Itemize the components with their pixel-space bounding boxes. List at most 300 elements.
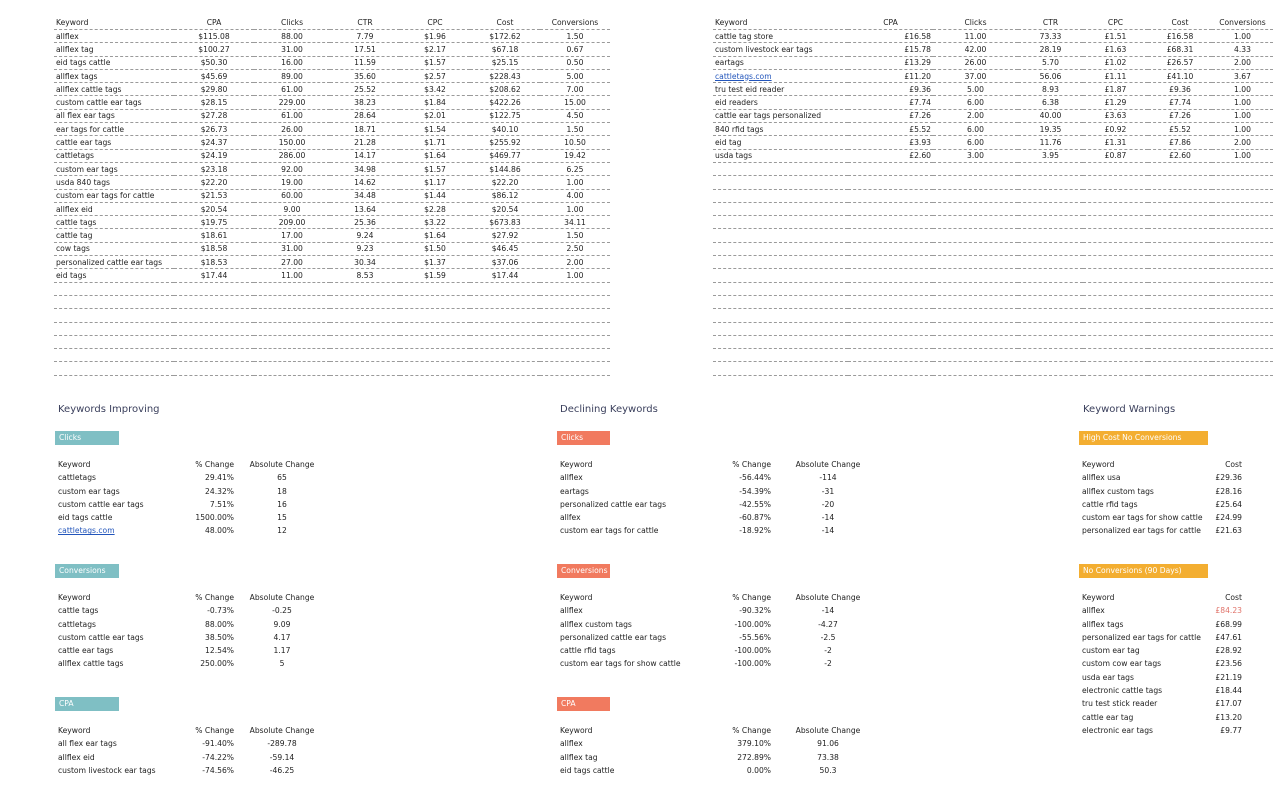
keyword-cell: allflex eid <box>58 752 95 762</box>
value-cell: £5.52 <box>1148 123 1212 136</box>
table-row <box>713 216 1273 229</box>
value-cell: 14.17 <box>330 149 400 162</box>
keyword-cell: cattle ear tags personalized <box>713 109 848 122</box>
value-cell: -0.73% <box>207 606 234 616</box>
keyword-cell <box>54 295 174 308</box>
list-item <box>58 498 358 511</box>
value-cell <box>470 362 540 375</box>
value-cell: £3.93 <box>848 136 933 149</box>
keyword-cell <box>713 229 848 242</box>
value-cell <box>1212 282 1273 295</box>
value-cell: 92.00 <box>254 162 330 175</box>
keyword-cell: cattletags <box>58 473 96 483</box>
value-cell <box>470 335 540 348</box>
value-cell: £9.36 <box>1148 83 1212 96</box>
list-item <box>1082 671 1242 684</box>
value-cell: $228.43 <box>470 69 540 82</box>
keyword-cell <box>713 322 848 335</box>
value-cell: $24.37 <box>174 136 254 149</box>
value-cell: 3.67 <box>1212 69 1273 82</box>
keyword-cell <box>713 269 848 282</box>
value-cell: 42.00 <box>933 43 1018 56</box>
list-item <box>1082 631 1242 644</box>
value-cell: £0.87 <box>1083 149 1148 162</box>
keyword-cell: custom ear tags for cattle <box>54 189 174 202</box>
list-item <box>560 657 880 670</box>
list-item <box>560 631 880 644</box>
column-header: CPA <box>174 16 254 30</box>
list-item <box>58 657 358 670</box>
value-cell: $3.22 <box>400 216 470 229</box>
value-cell: 34.11 <box>540 216 610 229</box>
column-header: CTR <box>330 16 400 30</box>
value-cell: 30.34 <box>330 256 400 269</box>
value-cell: 61.00 <box>254 83 330 96</box>
value-cell: $469.77 <box>470 149 540 162</box>
value-cell: 3.00 <box>933 149 1018 162</box>
value-cell: 272.89% <box>737 752 771 762</box>
value-cell <box>1083 295 1148 308</box>
value-cell: £47.61 <box>1215 632 1242 642</box>
value-cell: £1.02 <box>1083 56 1148 69</box>
value-cell <box>174 309 254 322</box>
keyword-cell: custom ear tags <box>54 162 174 175</box>
keyword-cell: eid tag <box>713 136 848 149</box>
value-cell <box>400 349 470 362</box>
value-cell <box>933 162 1018 175</box>
list-item <box>560 737 880 750</box>
value-cell: $1.84 <box>400 96 470 109</box>
value-cell <box>470 349 540 362</box>
value-cell: $29.80 <box>174 83 254 96</box>
value-cell: £1.31 <box>1083 136 1148 149</box>
value-cell <box>1083 282 1148 295</box>
value-cell: 11.00 <box>933 30 1018 43</box>
table-row <box>713 162 1273 175</box>
value-cell: $18.61 <box>174 229 254 242</box>
column-header: Absolute Change <box>249 460 315 469</box>
value-cell <box>330 295 400 308</box>
value-cell: $422.26 <box>470 96 540 109</box>
value-cell <box>848 349 933 362</box>
keyword-cell: allflex <box>54 30 174 43</box>
value-cell <box>1148 176 1212 189</box>
value-cell <box>1148 309 1212 322</box>
value-cell: 379.10% <box>737 739 771 749</box>
mini-header-row <box>58 724 358 737</box>
value-cell <box>933 256 1018 269</box>
value-cell <box>1148 229 1212 242</box>
keyword-cell: custom cattle ear tags <box>58 632 144 642</box>
value-cell: $22.20 <box>470 176 540 189</box>
value-cell: 18.71 <box>330 123 400 136</box>
value-cell: 19.35 <box>1018 123 1083 136</box>
value-cell <box>1212 335 1273 348</box>
list-item <box>560 644 880 657</box>
keyword-cell: custom cattle ear tags <box>54 96 174 109</box>
value-cell <box>174 335 254 348</box>
value-cell <box>400 309 470 322</box>
value-cell <box>1018 162 1083 175</box>
value-cell: 1.00 <box>1212 30 1273 43</box>
value-cell: £16.58 <box>848 30 933 43</box>
value-cell: 29.41% <box>205 473 234 483</box>
keyword-cell: personalized cattle ear tags <box>54 256 174 269</box>
table-row <box>54 83 610 96</box>
column-header: Keyword <box>58 726 91 735</box>
value-cell: 88.00 <box>254 30 330 43</box>
value-cell <box>1083 176 1148 189</box>
value-cell: $1.17 <box>400 176 470 189</box>
value-cell: 27.00 <box>254 256 330 269</box>
list-item <box>1082 618 1242 631</box>
value-cell <box>1212 349 1273 362</box>
table-row <box>713 176 1273 189</box>
declining-clicks-badge: Clicks <box>557 431 610 445</box>
value-cell <box>933 295 1018 308</box>
declining-conversions-badge: Conversions <box>557 564 610 578</box>
value-cell <box>174 282 254 295</box>
value-cell <box>1083 242 1148 255</box>
value-cell: 4.50 <box>540 109 610 122</box>
value-cell: $144.86 <box>470 162 540 175</box>
improving-clicks-badge: Clicks <box>55 431 119 445</box>
keyword-cell: custom ear tag <box>1082 646 1140 656</box>
keyword-cell <box>713 309 848 322</box>
value-cell: 1.50 <box>540 229 610 242</box>
keyword-cell: custom livestock ear tags <box>713 43 848 56</box>
value-cell: $24.19 <box>174 149 254 162</box>
keyword-cell: cattle ear tag <box>1082 712 1134 722</box>
list-item <box>560 485 880 498</box>
value-cell: 61.00 <box>254 109 330 122</box>
value-cell <box>174 295 254 308</box>
column-header: Keyword <box>1082 593 1115 602</box>
value-cell <box>330 362 400 375</box>
value-cell <box>1212 216 1273 229</box>
value-cell: 12.54% <box>205 646 234 656</box>
value-cell: 26.00 <box>254 123 330 136</box>
value-cell <box>933 309 1018 322</box>
column-header: Keyword <box>560 726 593 735</box>
value-cell <box>1148 282 1212 295</box>
value-cell <box>1148 216 1212 229</box>
keyword-cell: personalized cattle ear tags <box>560 632 667 642</box>
list-item <box>1082 485 1242 498</box>
value-cell <box>254 349 330 362</box>
value-cell <box>1018 282 1083 295</box>
value-cell: £2.60 <box>848 149 933 162</box>
table-row <box>713 96 1273 109</box>
value-cell: 21.28 <box>330 136 400 149</box>
table-row <box>54 282 610 295</box>
table-row <box>54 202 610 215</box>
value-cell: 2.00 <box>933 109 1018 122</box>
value-cell: $1.64 <box>400 149 470 162</box>
value-cell: $40.10 <box>470 123 540 136</box>
value-cell: 19.00 <box>254 176 330 189</box>
table-row <box>54 362 610 375</box>
keyword-cell: cattle rfid tags <box>560 646 616 656</box>
value-cell: $23.18 <box>174 162 254 175</box>
value-cell: 38.23 <box>330 96 400 109</box>
table-row <box>54 109 610 122</box>
value-cell: -55.56% <box>739 632 771 642</box>
column-header: Keyword <box>560 460 593 469</box>
list-item <box>58 524 358 537</box>
value-cell <box>470 309 540 322</box>
column-header: Keyword <box>560 593 593 602</box>
keyword-cell: cattle tags <box>58 606 99 616</box>
keyword-cell <box>713 256 848 269</box>
keyword-cell: electronic cattle tags <box>1082 686 1163 696</box>
value-cell: $20.54 <box>174 202 254 215</box>
value-cell <box>1148 189 1212 202</box>
keyword-cell: cattle tags <box>54 216 174 229</box>
value-cell <box>848 335 933 348</box>
table-row <box>713 242 1273 255</box>
value-cell: £17.07 <box>1215 699 1242 709</box>
list-item <box>1082 471 1242 484</box>
column-header: Cost <box>1225 593 1242 602</box>
keyword-cell: all flex ear tags <box>54 109 174 122</box>
value-cell: 25.52 <box>330 83 400 96</box>
no-conversions-badge: No Conversions (90 Days) <box>1079 564 1208 578</box>
value-cell: -46.25 <box>269 765 295 775</box>
keyword-cell: tru test eid reader <box>713 83 848 96</box>
keyword-cell: eid tags cattle <box>58 513 113 523</box>
value-cell <box>1148 202 1212 215</box>
value-cell: 11.59 <box>330 56 400 69</box>
list-item <box>560 471 880 484</box>
mini-header-row <box>1082 591 1242 604</box>
list-item <box>1082 644 1242 657</box>
list-item <box>1082 711 1242 724</box>
value-cell: £15.78 <box>848 43 933 56</box>
value-cell: $46.45 <box>470 242 540 255</box>
table-row <box>54 136 610 149</box>
value-cell <box>848 229 933 242</box>
value-cell: £23.56 <box>1215 659 1242 669</box>
value-cell: 65 <box>277 473 287 483</box>
value-cell <box>330 282 400 295</box>
value-cell: $86.12 <box>470 189 540 202</box>
value-cell: 24.32% <box>205 486 234 496</box>
table-row <box>713 123 1273 136</box>
value-cell: £1.29 <box>1083 96 1148 109</box>
value-cell <box>470 295 540 308</box>
value-cell <box>848 176 933 189</box>
list-item <box>58 644 358 657</box>
value-cell: £3.63 <box>1083 109 1148 122</box>
keyword-cell <box>54 309 174 322</box>
value-cell: -100.00% <box>734 619 771 629</box>
improving-cpa-badge: CPA <box>55 697 119 711</box>
value-cell <box>1212 162 1273 175</box>
value-cell: $22.20 <box>174 176 254 189</box>
value-cell <box>848 309 933 322</box>
value-cell: 37.00 <box>933 69 1018 82</box>
value-cell: $1.57 <box>400 56 470 69</box>
value-cell: -18.92% <box>739 526 771 536</box>
keyword-cell <box>713 362 848 375</box>
keyword-cell: cattletags <box>54 149 174 162</box>
table-row <box>54 56 610 69</box>
value-cell: 0.00% <box>746 765 771 775</box>
value-cell <box>1018 349 1083 362</box>
keyword-cell <box>713 176 848 189</box>
value-cell <box>1212 176 1273 189</box>
value-cell: $21.53 <box>174 189 254 202</box>
value-cell: $1.59 <box>400 269 470 282</box>
table-row <box>713 189 1273 202</box>
keyword-cell <box>54 349 174 362</box>
value-cell: -54.39% <box>739 486 771 496</box>
table-row <box>713 256 1273 269</box>
value-cell: 2.00 <box>1212 56 1273 69</box>
keyword-cell: personalized ear tags for cattle <box>1082 526 1201 536</box>
table-row <box>54 30 610 43</box>
column-header: Keyword <box>58 593 91 602</box>
value-cell: £18.44 <box>1215 686 1242 696</box>
value-cell <box>1148 362 1212 375</box>
value-cell: $27.92 <box>470 229 540 242</box>
value-cell: $18.53 <box>174 256 254 269</box>
keyword-cell: allflex cattle tags <box>54 83 174 96</box>
value-cell: -56.44% <box>739 473 771 483</box>
keyword-cell: eid tags cattle <box>560 765 615 775</box>
value-cell <box>470 322 540 335</box>
keyword-cell: electronic ear tags <box>1082 725 1153 735</box>
value-cell: 6.25 <box>540 162 610 175</box>
value-cell: 1.00 <box>540 176 610 189</box>
value-cell: £1.87 <box>1083 83 1148 96</box>
value-cell: 38.50% <box>205 632 234 642</box>
value-cell: 209.00 <box>254 216 330 229</box>
value-cell: $2.17 <box>400 43 470 56</box>
keyword-cell: ear tags for cattle <box>54 123 174 136</box>
value-cell: 34.98 <box>330 162 400 175</box>
declining-cpa-table <box>560 724 880 777</box>
keyword-cell: 840 rfid tags <box>713 123 848 136</box>
value-cell <box>1148 256 1212 269</box>
value-cell: 8.53 <box>330 269 400 282</box>
keyword-cell: custom cattle ear tags <box>58 499 144 509</box>
list-item <box>1082 697 1242 710</box>
keyword-cell: cattle ear tags <box>58 646 114 656</box>
value-cell: 2.00 <box>540 256 610 269</box>
value-cell <box>848 256 933 269</box>
keyword-cell: custom ear tags for cattle <box>560 526 659 536</box>
value-cell: $2.01 <box>400 109 470 122</box>
value-cell <box>933 242 1018 255</box>
value-cell: -114 <box>819 473 837 483</box>
value-cell <box>1018 176 1083 189</box>
value-cell: -100.00% <box>734 659 771 669</box>
value-cell: $17.44 <box>470 269 540 282</box>
value-cell <box>1083 202 1148 215</box>
value-cell <box>174 362 254 375</box>
value-cell: £13.20 <box>1215 712 1242 722</box>
value-cell <box>1083 256 1148 269</box>
keyword-cell[interactable]: cattletags.com <box>58 526 115 536</box>
value-cell: 31.00 <box>254 43 330 56</box>
value-cell: £11.20 <box>848 69 933 82</box>
value-cell: -2.5 <box>820 632 836 642</box>
keyword-cell <box>713 242 848 255</box>
keyword-cell <box>713 202 848 215</box>
value-cell: £24.99 <box>1215 513 1242 523</box>
value-cell <box>848 295 933 308</box>
list-item <box>58 764 358 777</box>
value-cell: 17.51 <box>330 43 400 56</box>
value-cell <box>540 282 610 295</box>
value-cell: £5.52 <box>848 123 933 136</box>
value-cell: £9.36 <box>848 83 933 96</box>
value-cell: £21.19 <box>1215 672 1242 682</box>
value-cell: -74.22% <box>202 752 234 762</box>
value-cell: 28.64 <box>330 109 400 122</box>
value-cell <box>848 162 933 175</box>
table-row <box>54 335 610 348</box>
value-cell: 1.50 <box>540 30 610 43</box>
value-cell: $1.96 <box>400 30 470 43</box>
top-left-keyword-table <box>54 16 610 376</box>
value-cell: $50.30 <box>174 56 254 69</box>
keyword-cell[interactable]: cattletags.com <box>713 69 848 82</box>
value-cell: $255.92 <box>470 136 540 149</box>
value-cell: $19.75 <box>174 216 254 229</box>
value-cell <box>933 202 1018 215</box>
value-cell: £68.31 <box>1148 43 1212 56</box>
improving-title: Keywords Improving <box>58 404 160 415</box>
table-row <box>54 123 610 136</box>
value-cell <box>400 282 470 295</box>
mini-header-row <box>560 458 880 471</box>
value-cell <box>1148 269 1212 282</box>
value-cell: 73.33 <box>1018 30 1083 43</box>
value-cell <box>1148 242 1212 255</box>
keyword-cell: tru test stick reader <box>1082 699 1158 709</box>
value-cell: -60.87% <box>739 513 771 523</box>
list-item <box>560 511 880 524</box>
value-cell: 34.48 <box>330 189 400 202</box>
value-cell: 89.00 <box>254 69 330 82</box>
value-cell: 14.62 <box>330 176 400 189</box>
list-item <box>1082 511 1242 524</box>
value-cell: 1.50 <box>540 123 610 136</box>
improving-clicks-table <box>58 458 358 538</box>
column-header: Clicks <box>254 16 330 30</box>
value-cell <box>254 362 330 375</box>
value-cell: 19.42 <box>540 149 610 162</box>
value-cell: 10.50 <box>540 136 610 149</box>
value-cell <box>848 216 933 229</box>
declining-cpa-badge: CPA <box>557 697 610 711</box>
table-row <box>713 30 1273 43</box>
keyword-cell: eartags <box>560 486 589 496</box>
value-cell: -289.78 <box>267 739 297 749</box>
value-cell: -14 <box>821 606 835 616</box>
value-cell <box>254 335 330 348</box>
keyword-cell <box>54 322 174 335</box>
value-cell: $122.75 <box>470 109 540 122</box>
value-cell: 88.00% <box>205 619 234 629</box>
table-row <box>54 229 610 242</box>
value-cell <box>254 295 330 308</box>
value-cell: $26.73 <box>174 123 254 136</box>
declining-conversions-table <box>560 591 880 671</box>
